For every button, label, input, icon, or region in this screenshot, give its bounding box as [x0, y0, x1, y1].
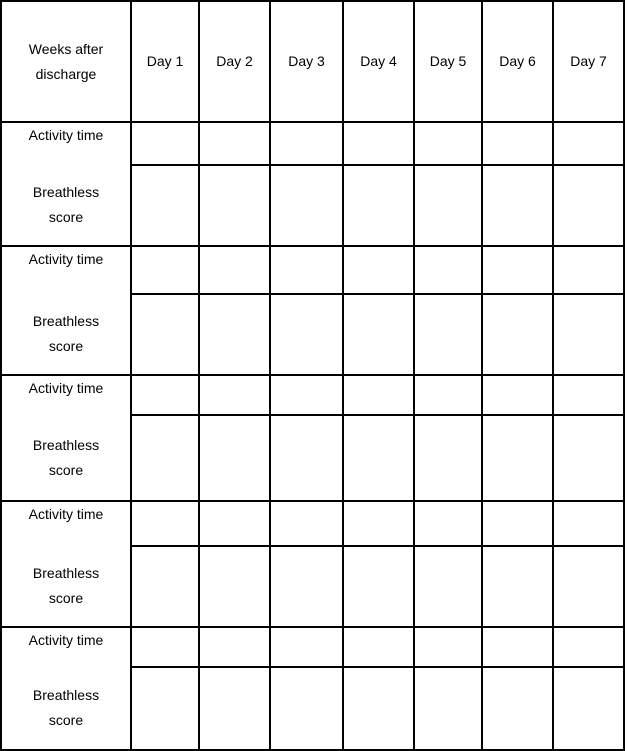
breathless-score-cell[interactable] — [131, 415, 199, 501]
activity-time-cell[interactable] — [199, 375, 270, 415]
activity-time-cell[interactable] — [131, 246, 199, 294]
week-4-breathless-row — [1, 546, 624, 627]
breathless-score-cell[interactable] — [199, 294, 270, 375]
activity-time-cell[interactable] — [131, 627, 199, 667]
activity-time-cell[interactable] — [343, 246, 414, 294]
activity-time-cell[interactable] — [414, 501, 482, 546]
breathless-label-line2: score — [48, 590, 84, 606]
weeks-after-discharge-header — [1, 1, 131, 122]
breathless-label-line1: Breathless — [32, 184, 100, 200]
breathless-score-cell[interactable] — [414, 667, 482, 750]
day-4-header: Day 4 — [343, 1, 414, 122]
breathless-score-cell[interactable] — [131, 546, 199, 627]
activity-time-cell[interactable] — [131, 501, 199, 546]
breathless-score-label — [1, 667, 131, 750]
breathless-score-cell[interactable] — [482, 546, 553, 627]
breathless-score-cell[interactable] — [270, 294, 343, 375]
tracker-body — [1, 1, 624, 750]
activity-time-cell[interactable] — [482, 246, 553, 294]
activity-time-cell[interactable] — [414, 375, 482, 415]
activity-time-cell[interactable] — [482, 122, 553, 165]
activity-time-cell[interactable] — [270, 627, 343, 667]
activity-time-cell[interactable] — [343, 122, 414, 165]
breathless-score-cell[interactable] — [553, 294, 624, 375]
activity-time-cell[interactable] — [414, 246, 482, 294]
weeks-after-discharge-line2: discharge — [35, 65, 97, 82]
breathless-score-cell[interactable] — [482, 165, 553, 246]
activity-time-cell[interactable] — [482, 375, 553, 415]
breathless-score-cell[interactable] — [199, 667, 270, 750]
activity-time-cell[interactable] — [553, 375, 624, 415]
breathless-score-cell[interactable] — [270, 667, 343, 750]
breathless-score-label — [1, 294, 131, 375]
breathless-label-line1: Breathless — [32, 687, 100, 703]
week-1-activity-row — [1, 122, 624, 165]
breathless-score-cell[interactable] — [131, 165, 199, 246]
breathless-label-line2: score — [48, 209, 84, 225]
breathless-score-cell[interactable] — [414, 415, 482, 501]
breathless-score-label — [1, 415, 131, 501]
activity-time-cell[interactable] — [343, 501, 414, 546]
breathless-score-cell[interactable] — [482, 294, 553, 375]
activity-time-label: Activity time — [1, 122, 131, 165]
week-5-breathless-row — [1, 667, 624, 750]
breathless-score-cell[interactable] — [414, 294, 482, 375]
breathless-score-cell[interactable] — [343, 415, 414, 501]
breathless-score-cell[interactable] — [553, 415, 624, 501]
week-5-activity-row — [1, 627, 624, 667]
breathless-label-line1: Breathless — [32, 565, 100, 581]
breathless-score-cell[interactable] — [553, 165, 624, 246]
activity-time-cell[interactable] — [482, 501, 553, 546]
activity-time-cell[interactable] — [553, 627, 624, 667]
breathless-score-cell[interactable] — [270, 165, 343, 246]
activity-time-label: Activity time — [1, 375, 131, 415]
breathless-label-line2: score — [48, 338, 84, 354]
activity-time-cell[interactable] — [482, 627, 553, 667]
breathless-score-cell[interactable] — [343, 667, 414, 750]
activity-time-label: Activity time — [1, 246, 131, 294]
activity-time-cell[interactable] — [414, 627, 482, 667]
breathless-label-line2: score — [48, 712, 84, 728]
activity-time-label: Activity time — [1, 501, 131, 546]
activity-time-cell[interactable] — [131, 375, 199, 415]
activity-time-cell[interactable] — [270, 246, 343, 294]
breathless-score-cell[interactable] — [343, 165, 414, 246]
breathless-label-line2: score — [48, 461, 84, 478]
activity-time-cell[interactable] — [199, 501, 270, 546]
activity-time-label: Activity time — [1, 627, 131, 667]
activity-time-cell[interactable] — [270, 501, 343, 546]
weeks-after-discharge-line1: Weeks after — [28, 40, 104, 57]
breathless-score-cell[interactable] — [414, 546, 482, 627]
breathless-score-cell[interactable] — [131, 294, 199, 375]
breathless-score-cell[interactable] — [131, 667, 199, 750]
activity-time-cell[interactable] — [343, 627, 414, 667]
week-2-activity-row — [1, 246, 624, 294]
breathless-score-cell[interactable] — [270, 415, 343, 501]
breathless-score-cell[interactable] — [199, 546, 270, 627]
breathless-score-cell[interactable] — [343, 294, 414, 375]
breathless-score-cell[interactable] — [199, 415, 270, 501]
breathless-score-cell[interactable] — [482, 415, 553, 501]
activity-time-cell[interactable] — [553, 246, 624, 294]
breathless-label-line1: Breathless — [32, 436, 100, 453]
header-row — [1, 1, 624, 122]
week-1-breathless-row — [1, 165, 624, 246]
breathless-score-cell[interactable] — [414, 165, 482, 246]
breathless-score-cell[interactable] — [553, 667, 624, 750]
activity-time-cell[interactable] — [270, 122, 343, 165]
day-2-header: Day 2 — [199, 1, 270, 122]
activity-time-cell[interactable] — [553, 122, 624, 165]
day-1-header: Day 1 — [131, 1, 199, 122]
activity-time-cell[interactable] — [343, 375, 414, 415]
activity-time-cell[interactable] — [199, 246, 270, 294]
breathless-score-cell[interactable] — [482, 667, 553, 750]
breathless-score-cell[interactable] — [553, 546, 624, 627]
activity-time-cell[interactable] — [199, 627, 270, 667]
breathless-score-cell[interactable] — [199, 165, 270, 246]
week-3-breathless-row — [1, 415, 624, 501]
activity-time-cell[interactable] — [553, 501, 624, 546]
breathless-score-cell[interactable] — [270, 546, 343, 627]
day-6-header: Day 6 — [482, 1, 553, 122]
week-3-activity-row — [1, 375, 624, 415]
activity-time-cell[interactable] — [270, 375, 343, 415]
week-4-activity-row — [1, 501, 624, 546]
breathless-score-label — [1, 165, 131, 246]
day-3-header: Day 3 — [270, 1, 343, 122]
day-7-header: Day 7 — [553, 1, 624, 122]
breathless-label-line1: Breathless — [32, 313, 100, 329]
activity-time-cell[interactable] — [131, 122, 199, 165]
breathless-score-label — [1, 546, 131, 627]
day-5-header: Day 5 — [414, 1, 482, 122]
activity-time-cell[interactable] — [199, 122, 270, 165]
week-2-breathless-row — [1, 294, 624, 375]
breathless-score-cell[interactable] — [343, 546, 414, 627]
activity-time-cell[interactable] — [414, 122, 482, 165]
